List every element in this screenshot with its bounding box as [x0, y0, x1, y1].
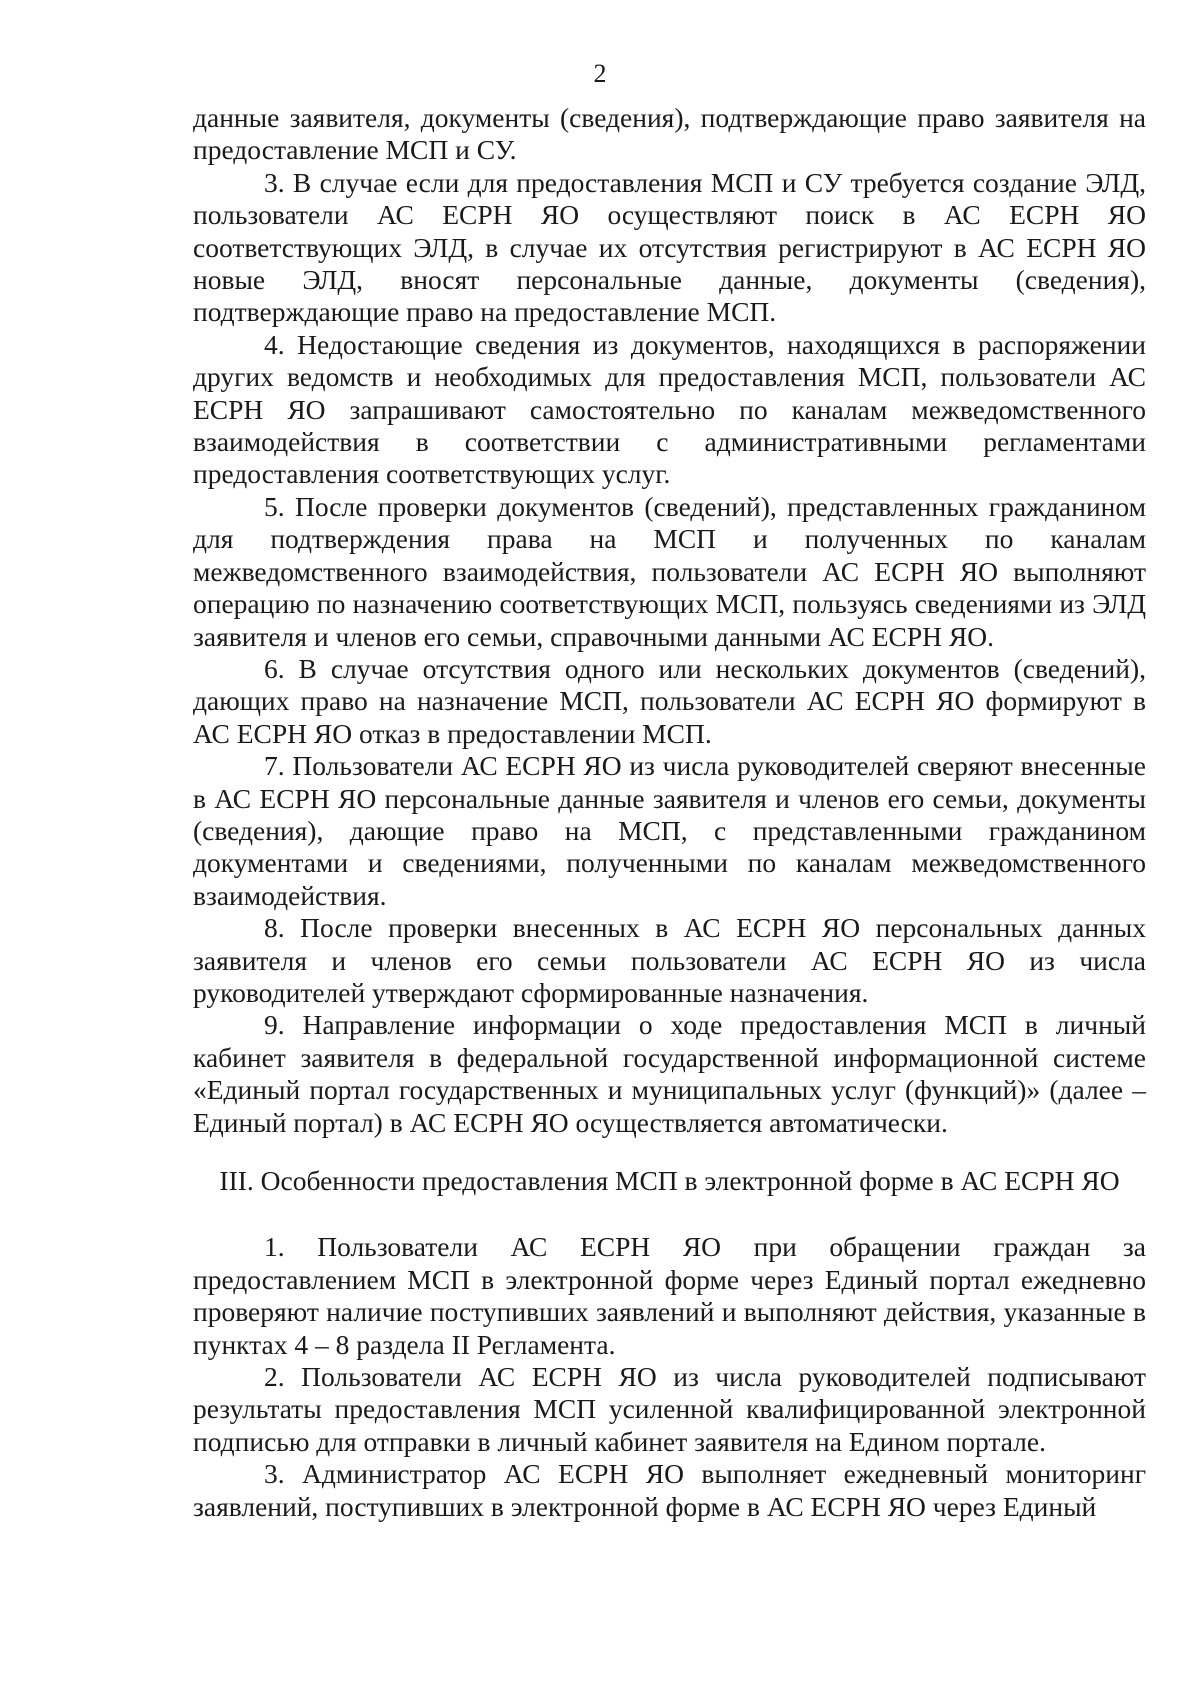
section-iii-heading: III. Особенности предоставления МСП в электронной форме в АС ЕСРН ЯО [219, 1165, 1120, 1196]
paragraph-item-7: 7. Пользователи АС ЕСРН ЯО из числа руководителей сверяют внесенные в АС ЕСРН ЯО персональные данные заявителя и членов его семьи, документы (сведения), дающие право на МСП, с представленными гражданином документами и сведениями, полученными по каналам межведомственного взаимодействия. [193, 750, 1146, 911]
paragraph-item-5: 5. После проверки документов (сведений), представленных гражданином для подтверждения права на МСП и полученных по каналам межведомственного взаимодействия, пользователи АС ЕСРН ЯО выполняют операцию по назначению соответствующих МСП, пользуясь сведениями из ЭЛД заявителя и членов его семьи, справочными данными АС ЕСРН ЯО. [193, 490, 1146, 652]
paragraph-item-8: 8. После проверки внесенных в АС ЕСРН ЯО персональных данных заявителя и членов его семьи пользователи АС ЕСРН ЯО из числа руководителей утверждают сформированные назначения. [193, 912, 1146, 1008]
paragraph-item-4: 4. Недостающие сведения из документов, находящихся в распоряжении других ведомств и необходимых для предоставления МСП, пользователи АС ЕСРН ЯО запрашивают самостоятельно по каналам межведомственного взаимодействия в соответствии с административными регламентами предоставления соответствующих услуг. [193, 328, 1146, 490]
paragraph-item-6: 6. В случае отсутствия одного или нескольких документов (сведений), дающих право на назначение МСП, пользователи АС ЕСРН ЯО формируют в АС ЕСРН ЯО отказ в предоставлении МСП. [193, 652, 1146, 749]
section-iii [193, 1231, 1146, 1523]
document-body [193, 102, 1146, 1523]
paragraph-item-9: 9. Направление информации о ходе предоставления МСП в личный кабинет заявителя в федеральной государственной информационной системе «Единый портал государственных и муниципальных услуг (функций)» (далее – Единый портал) в АС ЕСРН ЯО осуществляется автоматически. [193, 1009, 1146, 1138]
section-ii-continuation [193, 102, 1146, 1139]
section-iii-item-3: 3. Администратор АС ЕСРН ЯО выполняет ежедневный мониторинг заявлений, поступивших в электронной форме в АС ЕСРН ЯО через Единый [193, 1458, 1146, 1522]
section-iii-item-1: 1. Пользователи АС ЕСРН ЯО при обращении граждан за предоставлением МСП в электронной форме через Единый портал ежедневно проверяют наличие поступивших заявлений и выполняют действия, указанные в пунктах 4 – 8 раздела II Регламента. [193, 1231, 1146, 1360]
page-number: 2 [593, 59, 607, 88]
paragraph-item-3: 3. В случае если для предоставления МСП и СУ требуется создание ЭЛД, пользователи АС ЕСРН ЯО осуществляют поиск в АС ЕСРН ЯО соответствующих ЭЛД, в случае их отсутствия регистрируют в АС ЕСРН ЯО новые ЭЛД, вносят персональные данные, документы (сведения), подтверждающие право на предоставление МСП. [193, 166, 1146, 328]
paragraph-continuation: данные заявителя, документы (сведения), подтверждающие право заявителя на предоставление МСП и СУ. [193, 102, 1146, 166]
section-iii-item-2: 2. Пользователи АС ЕСРН ЯО из числа руководителей подписывают результаты предоставления МСП усиленной квалифицированной электронной подписью для отправки в личный кабинет заявителя на Едином портале. [193, 1361, 1146, 1457]
